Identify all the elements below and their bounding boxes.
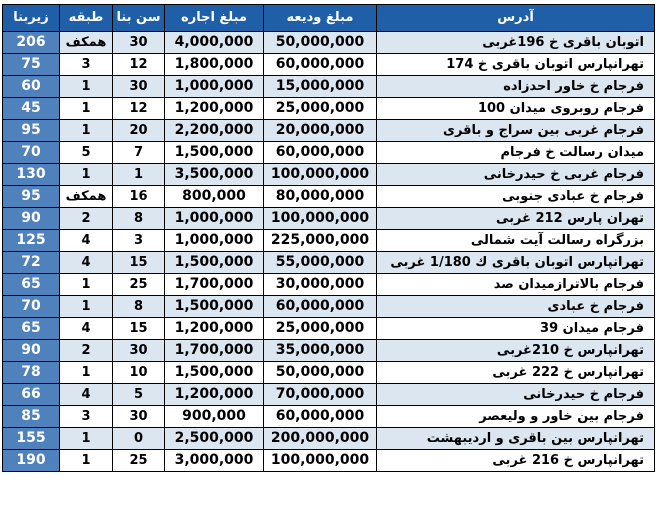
cell-area: 45 (3, 98, 60, 120)
cell-age: 10 (113, 362, 165, 384)
cell-rent: 1,200,000 (165, 384, 264, 406)
cell-area: 95 (3, 120, 60, 142)
cell-area: 70 (3, 142, 60, 164)
cell-floor: 1 (60, 164, 113, 186)
cell-age: 5 (113, 384, 165, 406)
cell-rent: 1,500,000 (165, 362, 264, 384)
cell-deposit: 30,000,000 (264, 274, 377, 296)
table-row (3, 76, 655, 98)
cell-floor: 2 (60, 208, 113, 230)
cell-rent: 900,000 (165, 406, 264, 428)
table-row (3, 274, 655, 296)
cell-address: فرجام بین خاور و ولیعصر (377, 406, 655, 428)
table-row (3, 32, 655, 54)
cell-age: 25 (113, 274, 165, 296)
cell-deposit: 50,000,000 (264, 32, 377, 54)
cell-area: 85 (3, 406, 60, 428)
cell-deposit: 80,000,000 (264, 186, 377, 208)
cell-deposit: 25,000,000 (264, 318, 377, 340)
table-row (3, 230, 655, 252)
cell-age: 15 (113, 318, 165, 340)
table-body (3, 32, 655, 472)
table-row (3, 362, 655, 384)
table-row (3, 406, 655, 428)
cell-deposit: 100,000,000 (264, 450, 377, 472)
header-floor: طبقه (60, 5, 113, 32)
cell-age: 15 (113, 252, 165, 274)
cell-rent: 2,200,000 (165, 120, 264, 142)
cell-area: 125 (3, 230, 60, 252)
rental-listing-table-container (2, 4, 654, 498)
cell-address: فرجام میدان 39 (377, 318, 655, 340)
cell-floor: 1 (60, 120, 113, 142)
cell-area: 90 (3, 340, 60, 362)
table-row (3, 340, 655, 362)
table-row (3, 54, 655, 76)
table-row (3, 384, 655, 406)
cell-address: تهرانپارس خ 216 غربی (377, 450, 655, 472)
cell-age: 20 (113, 120, 165, 142)
table-row (3, 450, 655, 472)
cell-rent: 800,000 (165, 186, 264, 208)
cell-area: 65 (3, 274, 60, 296)
cell-floor: 3 (60, 406, 113, 428)
table-row (3, 208, 655, 230)
cell-age: 8 (113, 296, 165, 318)
cell-deposit: 60,000,000 (264, 142, 377, 164)
cell-deposit: 70,000,000 (264, 384, 377, 406)
table-row (3, 186, 655, 208)
cell-area: 130 (3, 164, 60, 186)
cell-floor: 4 (60, 230, 113, 252)
cell-age: 3 (113, 230, 165, 252)
cell-address: فرجام خ عبادی (377, 296, 655, 318)
cell-rent: 1,500,000 (165, 142, 264, 164)
cell-rent: 1,000,000 (165, 230, 264, 252)
header-rent: مبلغ اجاره (165, 5, 264, 32)
cell-area: 75 (3, 54, 60, 76)
cell-area: 206 (3, 32, 60, 54)
cell-area: 78 (3, 362, 60, 384)
cell-area: 65 (3, 318, 60, 340)
cell-deposit: 55,000,000 (264, 252, 377, 274)
cell-floor: همکف (60, 32, 113, 54)
cell-rent: 3,500,000 (165, 164, 264, 186)
cell-floor: 4 (60, 252, 113, 274)
cell-address: تهرانپارس اتوبان باقری ك 1/180 غربی (377, 252, 655, 274)
cell-area: 90 (3, 208, 60, 230)
cell-rent: 1,700,000 (165, 340, 264, 362)
header-area: زیربنا (3, 5, 60, 32)
cell-address: فرجام خ عبادی جنوبی (377, 186, 655, 208)
cell-address: تهرانپارس خ 210غربی (377, 340, 655, 362)
cell-address: فرجام روبروی میدان 100 (377, 98, 655, 120)
cell-address: فرجام غربی خ حیدرخانی (377, 164, 655, 186)
header-address: آدرس (377, 5, 655, 32)
cell-deposit: 100,000,000 (264, 208, 377, 230)
cell-rent: 4,000,000 (165, 32, 264, 54)
cell-deposit: 50,000,000 (264, 362, 377, 384)
header-age: سن بنا (113, 5, 165, 32)
cell-area: 66 (3, 384, 60, 406)
cell-deposit: 60,000,000 (264, 296, 377, 318)
cell-address: فرجام بالاترازمیدان صد (377, 274, 655, 296)
cell-floor: 1 (60, 428, 113, 450)
cell-area: 72 (3, 252, 60, 274)
cell-deposit: 25,000,000 (264, 98, 377, 120)
cell-address: میدان رسالت خ فرجام (377, 142, 655, 164)
cell-deposit: 60,000,000 (264, 54, 377, 76)
cell-area: 60 (3, 76, 60, 98)
cell-deposit: 15,000,000 (264, 76, 377, 98)
cell-address: بزرگراه رسالت آیت شمالی (377, 230, 655, 252)
cell-deposit: 20,000,000 (264, 120, 377, 142)
cell-deposit: 35,000,000 (264, 340, 377, 362)
cell-floor: 3 (60, 54, 113, 76)
cell-area: 70 (3, 296, 60, 318)
cell-deposit: 60,000,000 (264, 406, 377, 428)
rental-listing-table (2, 4, 655, 472)
cell-address: فرجام خ خاور احدزاده (377, 76, 655, 98)
cell-area: 190 (3, 450, 60, 472)
cell-floor: 1 (60, 76, 113, 98)
cell-floor: 1 (60, 450, 113, 472)
table-row (3, 318, 655, 340)
cell-address: فرجام خ حیدرخانی (377, 384, 655, 406)
cell-age: 25 (113, 450, 165, 472)
cell-age: 16 (113, 186, 165, 208)
cell-area: 95 (3, 186, 60, 208)
cell-deposit: 225,000,000 (264, 230, 377, 252)
table-row (3, 120, 655, 142)
cell-rent: 1,500,000 (165, 252, 264, 274)
cell-age: 0 (113, 428, 165, 450)
cell-address: تهرانپارس اتوبان باقری خ 174 (377, 54, 655, 76)
cell-floor: همکف (60, 186, 113, 208)
cell-address: فرجام غربی بین سراج و باقری (377, 120, 655, 142)
cell-floor: 1 (60, 98, 113, 120)
cell-rent: 1,200,000 (165, 98, 264, 120)
table-row (3, 428, 655, 450)
cell-address: تهرانپارس خ 222 غربی (377, 362, 655, 384)
cell-rent: 3,000,000 (165, 450, 264, 472)
cell-floor: 5 (60, 142, 113, 164)
cell-age: 8 (113, 208, 165, 230)
cell-age: 7 (113, 142, 165, 164)
cell-floor: 2 (60, 340, 113, 362)
cell-rent: 1,000,000 (165, 208, 264, 230)
cell-area: 155 (3, 428, 60, 450)
cell-floor: 1 (60, 362, 113, 384)
table-row (3, 98, 655, 120)
cell-rent: 1,200,000 (165, 318, 264, 340)
table-row (3, 296, 655, 318)
table-row (3, 252, 655, 274)
cell-deposit: 100,000,000 (264, 164, 377, 186)
cell-rent: 2,500,000 (165, 428, 264, 450)
table-row (3, 142, 655, 164)
cell-address: اتوبان باقری خ 196غربی (377, 32, 655, 54)
cell-rent: 1,700,000 (165, 274, 264, 296)
cell-age: 30 (113, 406, 165, 428)
cell-age: 12 (113, 98, 165, 120)
cell-address: تهران پارس 212 غربی (377, 208, 655, 230)
cell-rent: 1,000,000 (165, 76, 264, 98)
header-row (3, 5, 655, 32)
cell-floor: 4 (60, 318, 113, 340)
cell-floor: 4 (60, 384, 113, 406)
cell-rent: 1,500,000 (165, 296, 264, 318)
cell-age: 30 (113, 76, 165, 98)
cell-floor: 1 (60, 274, 113, 296)
cell-address: تهرانپارس بین باقری و اردیبهشت (377, 428, 655, 450)
cell-age: 30 (113, 32, 165, 54)
cell-deposit: 200,000,000 (264, 428, 377, 450)
cell-age: 1 (113, 164, 165, 186)
cell-floor: 1 (60, 296, 113, 318)
cell-rent: 1,800,000 (165, 54, 264, 76)
table-row (3, 164, 655, 186)
cell-age: 12 (113, 54, 165, 76)
cell-age: 30 (113, 340, 165, 362)
header-deposit: مبلغ ودیعه (264, 5, 377, 32)
